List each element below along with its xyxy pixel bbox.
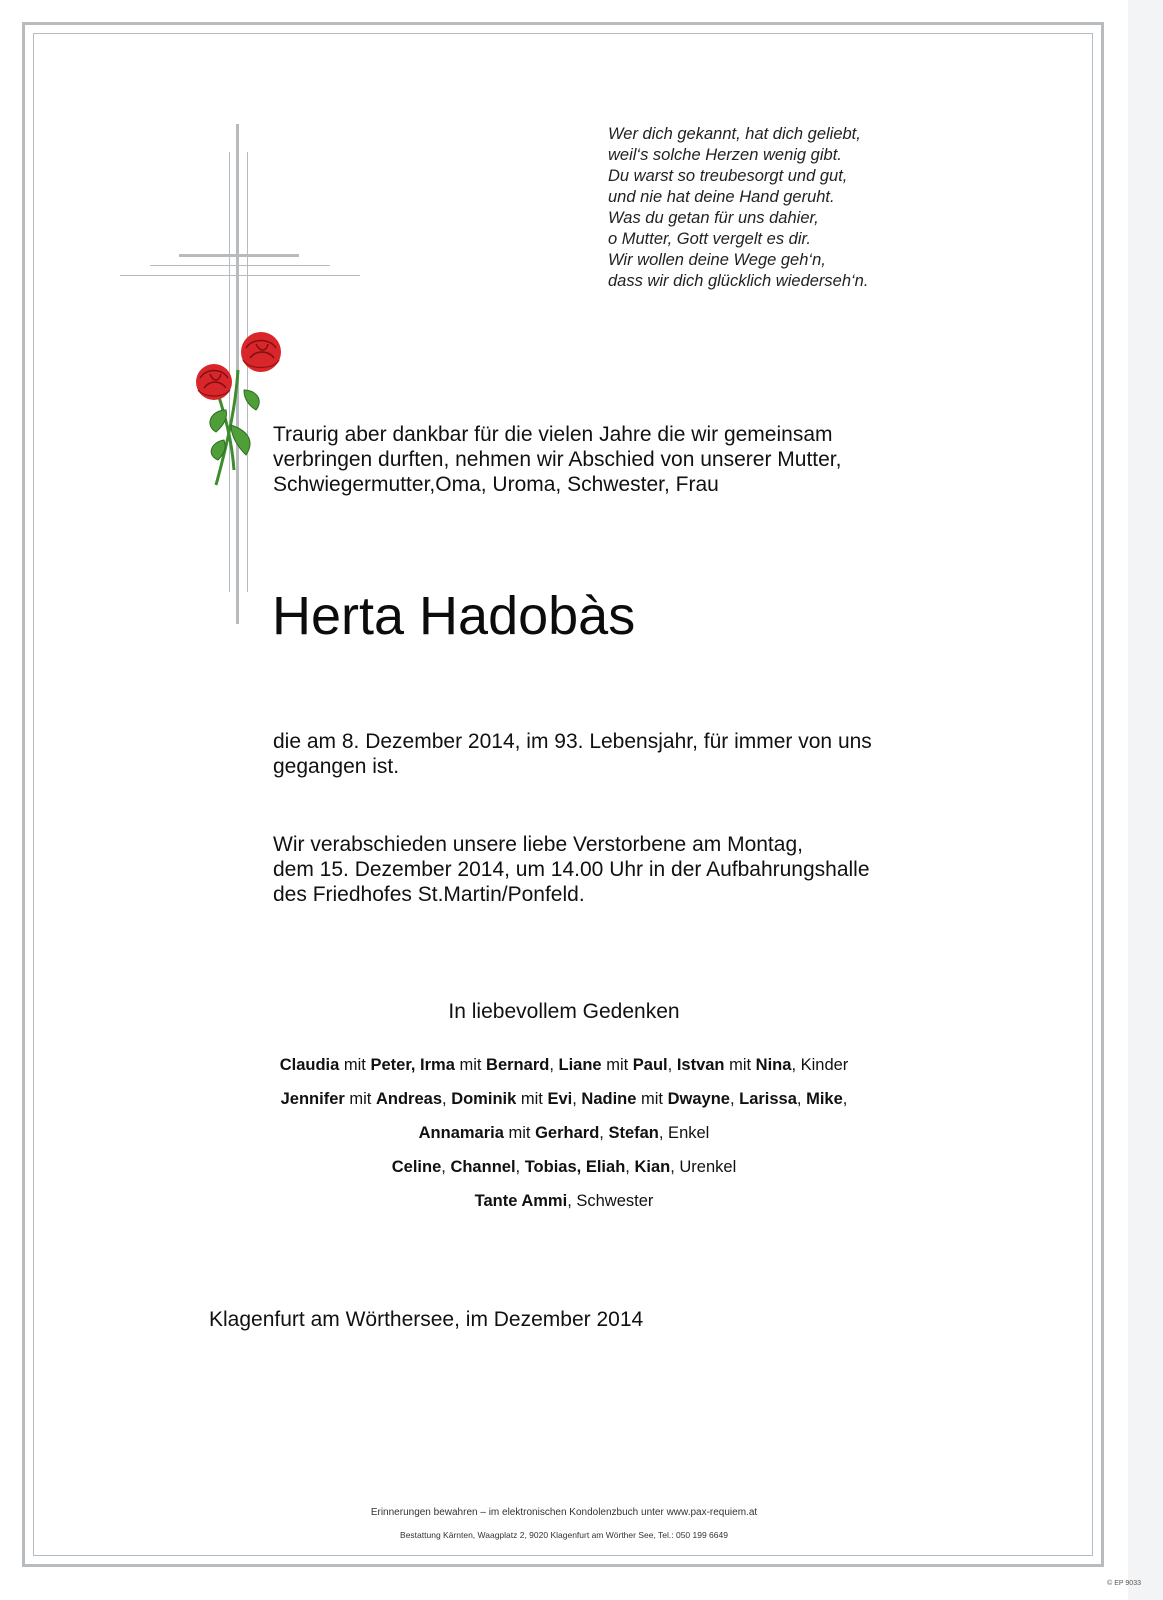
poem-line: Wir wollen deine Wege geh‘n, <box>608 251 826 269</box>
place-date: Klagenfurt am Wörthersee, im Dezember 2014 <box>209 1308 644 1331</box>
mourners-row: Tante Ammi, Schwester <box>474 1192 654 1210</box>
deceased-name: Herta Hadobàs <box>272 586 636 646</box>
death-info <box>273 729 973 779</box>
intro-text <box>273 422 973 497</box>
ceremony-line: Wir verabschieden unsere liebe Verstorbene am Montag, <box>273 833 803 856</box>
mourners-row: Jennifer mit Andreas, Dominik mit Evi, Nadine mit Dwayne, Larissa, Mike, <box>280 1090 848 1108</box>
intro-line: verbringen durften, nehmen wir Abschied von unserer Mutter, <box>273 448 842 471</box>
poem-line: und nie hat deine Hand geruht. <box>608 188 835 206</box>
intro-line: Traurig aber dankbar für die vielen Jahre die wir gemeinsam <box>273 423 833 446</box>
footer-condolence: Erinnerungen bewahren – im elektronischen Kondolenzbuch unter www.pax-requiem.at <box>370 1507 758 1518</box>
poem-line: Was du getan für uns dahier, <box>608 209 819 227</box>
poem-line: o Mutter, Gott vergelt es dir. <box>608 230 811 248</box>
mourners-row: Annamaria mit Gerhard, Stefan, Enkel <box>418 1124 710 1142</box>
poem-line: Du warst so treubesorgt und gut, <box>608 167 848 185</box>
mourners-row: Celine, Channel, Tobias, Eliah, Kian, Urenkel <box>391 1158 737 1176</box>
death-line: gegangen ist. <box>273 755 400 778</box>
mourners-row: Claudia mit Peter, Irma mit Bernard, Liane mit Paul, Istvan mit Nina, Kinder <box>279 1056 849 1074</box>
ceremony-info <box>273 832 973 907</box>
memory-title: In liebevollem Gedenken <box>448 1000 680 1023</box>
intro-line: Schwiegermutter,Oma, Uroma, Schwester, Frau <box>273 473 719 496</box>
copyright-code: © EP 9033 <box>1107 1580 1141 1587</box>
poem <box>608 124 968 292</box>
poem-line: dass wir dich glücklich wiederseh‘n. <box>608 272 869 290</box>
death-line: die am 8. Dezember 2014, im 93. Lebensjahr, für immer von uns <box>273 730 872 753</box>
ceremony-line: des Friedhofes St.Martin/Ponfeld. <box>273 883 585 906</box>
ceremony-line: dem 15. Dezember 2014, um 14.00 Uhr in der Aufbahrungshalle <box>273 858 870 881</box>
mourners-list <box>0 1048 1128 1218</box>
footer-address: Bestattung Kärnten, Waagplatz 2, 9020 Klagenfurt am Wörther See, Tel.: 050 199 6649 <box>400 1530 728 1540</box>
poem-line: weil‘s solche Herzen wenig gibt. <box>608 146 842 164</box>
poem-line: Wer dich gekannt, hat dich geliebt, <box>608 125 861 143</box>
